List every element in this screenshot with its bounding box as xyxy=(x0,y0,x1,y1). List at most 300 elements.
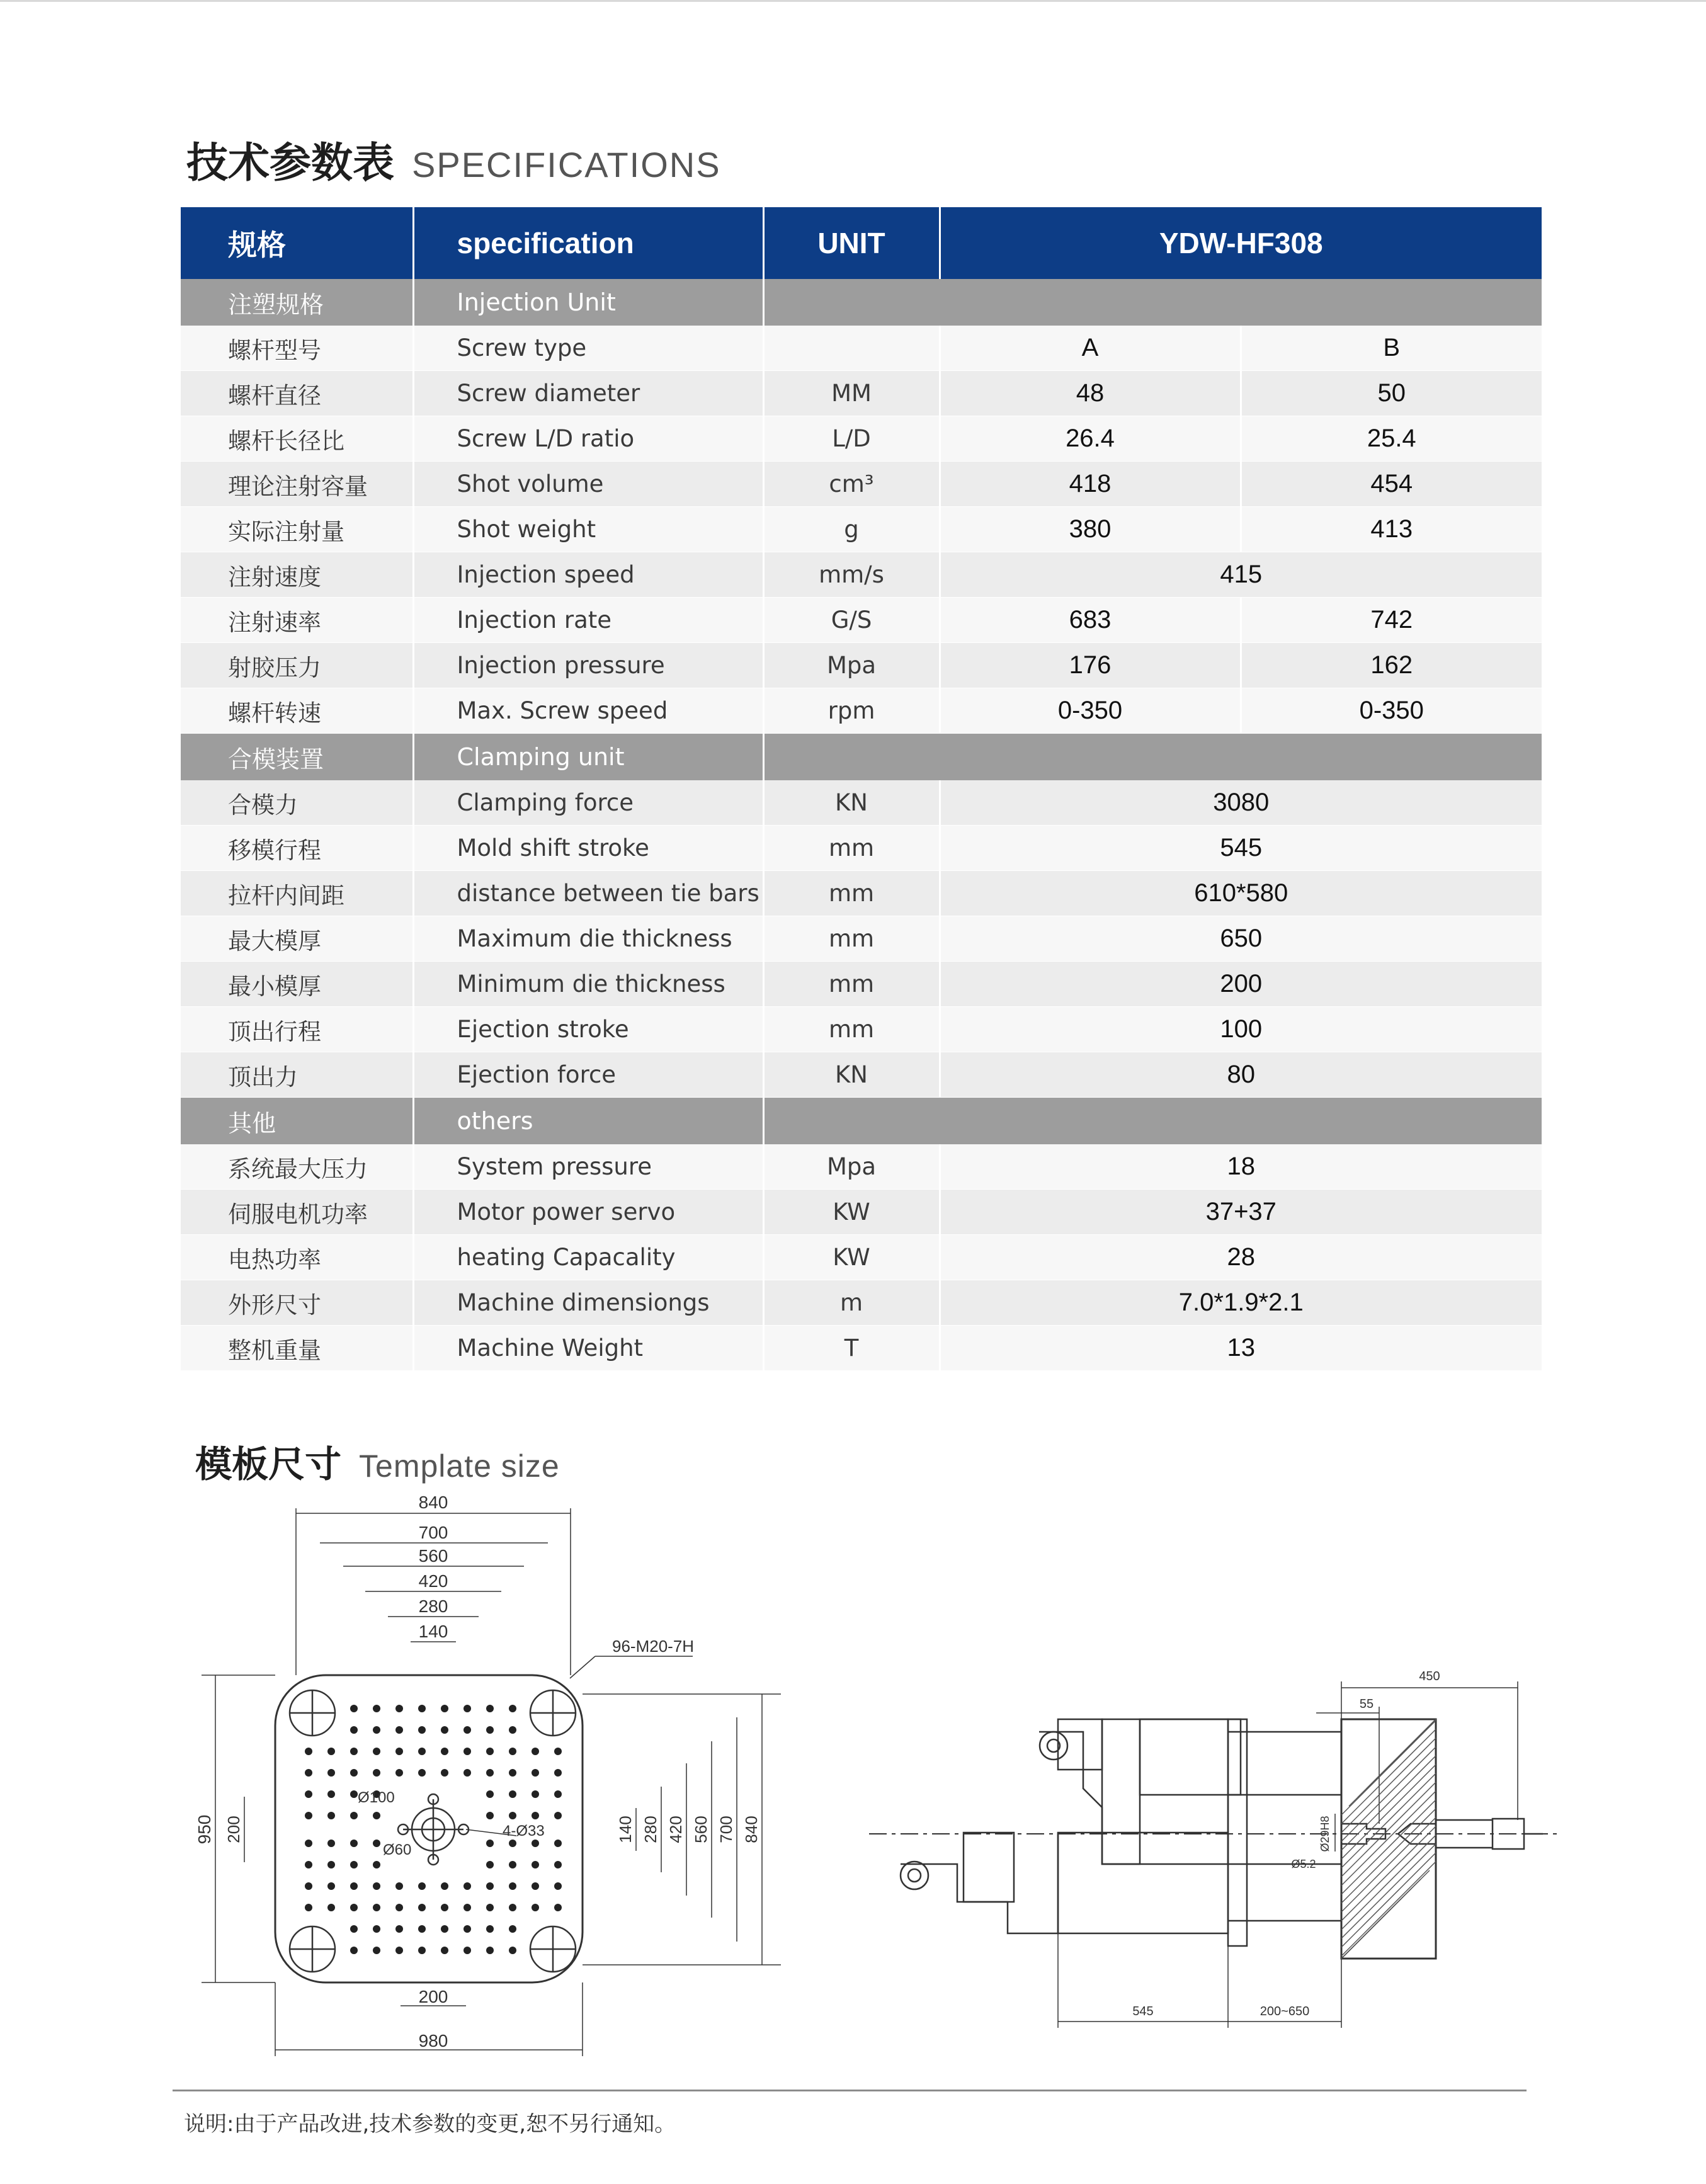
row-label-cn: 实际注射量 xyxy=(181,507,413,552)
table-row xyxy=(181,416,1542,462)
bolt-hole xyxy=(373,1769,380,1777)
dim-right-0: 140 xyxy=(616,1816,635,1843)
row-unit: mm xyxy=(763,962,940,1007)
group-title-en: others xyxy=(413,1098,763,1145)
table-row xyxy=(181,1052,1542,1098)
side-dim-450: 450 xyxy=(1419,1669,1440,1683)
row-label-en: Minimum die thickness xyxy=(413,962,763,1007)
bolt-hole xyxy=(554,1790,562,1798)
bolt-hole xyxy=(554,1769,562,1777)
row-value-a: 176 xyxy=(940,643,1241,688)
table-row xyxy=(181,826,1542,871)
bolt-hole xyxy=(418,1769,426,1777)
row-label-en: Maximum die thickness xyxy=(413,916,763,962)
bolt-hole xyxy=(327,1882,335,1890)
callout-d60: Ø60 xyxy=(383,1841,412,1858)
row-label-en: System pressure xyxy=(413,1144,763,1190)
row-label-cn: 拉杆内间距 xyxy=(181,871,413,916)
table-row xyxy=(181,871,1542,916)
header-model: YDW-HF308 xyxy=(940,207,1542,279)
group-title-en: Clamping unit xyxy=(413,734,763,781)
bolt-hole xyxy=(463,1726,471,1734)
machine-side-drawing xyxy=(863,1650,1568,2053)
bolt-hole xyxy=(532,1769,539,1777)
platen-dimension-labels xyxy=(195,1496,761,2050)
row-unit: Mpa xyxy=(763,643,940,688)
bolt-hole xyxy=(532,1790,539,1798)
footnote: 说明:由于产品改进,技术参数的变更,恕不另行通知。 xyxy=(184,2112,676,2137)
group-title-cn: 注塑规格 xyxy=(181,279,413,326)
bolt-hole xyxy=(554,1812,562,1819)
bolt-hole xyxy=(509,1925,516,1933)
row-label-en: Injection speed xyxy=(413,552,763,598)
side-dim-545: 545 xyxy=(1132,2005,1154,2018)
bolt-hole xyxy=(395,1947,403,1954)
hatch-line xyxy=(1341,1835,1436,1930)
bolt-hole xyxy=(350,1925,358,1933)
table-row xyxy=(181,688,1542,734)
table-row xyxy=(181,1280,1542,1326)
dim-right-1: 280 xyxy=(641,1816,660,1843)
dim-top-5: 140 xyxy=(418,1622,448,1641)
bolt-hole xyxy=(395,1726,403,1734)
row-value: 650 xyxy=(940,916,1542,962)
bolt-hole xyxy=(441,1726,448,1734)
bolt-hole xyxy=(373,1812,380,1819)
side-dim-55: 55 xyxy=(1359,1697,1374,1711)
bolt-hole xyxy=(509,1790,516,1798)
bolt-hole xyxy=(350,1790,358,1798)
bolt-hole xyxy=(532,1882,539,1890)
bolt-hole xyxy=(463,1882,471,1890)
bolt-hole xyxy=(463,1947,471,1954)
bolt-hole xyxy=(486,1705,494,1712)
row-label-en: Machine dimensiongs xyxy=(413,1280,763,1326)
row-unit: m xyxy=(763,1280,940,1326)
bolt-hole xyxy=(418,1947,426,1954)
row-label-en: Injection rate xyxy=(413,598,763,643)
row-label-cn: 系统最大压力 xyxy=(181,1144,413,1190)
hatch-line xyxy=(1341,1791,1436,1885)
table-row xyxy=(181,780,1542,826)
row-unit: mm xyxy=(763,871,940,916)
footer-divider xyxy=(173,2090,1527,2091)
bolt-hole xyxy=(418,1726,426,1734)
row-label-cn: 外形尺寸 xyxy=(181,1280,413,1326)
table-row xyxy=(181,326,1542,371)
table-body xyxy=(181,279,1542,1371)
bolt-hole xyxy=(509,1904,516,1911)
bolt-hole xyxy=(373,1947,380,1954)
row-label-cn: 最大模厚 xyxy=(181,916,413,962)
specifications-title xyxy=(186,129,721,189)
row-label-cn: 电热功率 xyxy=(181,1235,413,1280)
bolt-hole xyxy=(509,1947,516,1954)
bolt-hole xyxy=(486,1812,494,1819)
hatch-line xyxy=(1341,1870,1430,1959)
row-label-cn: 顶出力 xyxy=(181,1052,413,1098)
specifications-table xyxy=(181,207,1542,1371)
bolt-hole xyxy=(327,1769,335,1777)
bolt-hole xyxy=(373,1904,380,1911)
bolt-hole xyxy=(350,1882,358,1890)
row-value-a: 26.4 xyxy=(940,416,1241,462)
row-label-en: Motor power servo xyxy=(413,1190,763,1235)
bolt-hole xyxy=(441,1705,448,1712)
row-unit: cm³ xyxy=(763,462,940,507)
bolt-hole xyxy=(441,1882,448,1890)
bolt-hole xyxy=(441,1748,448,1755)
bolt-hole xyxy=(532,1904,539,1911)
bolt-hole xyxy=(532,1748,539,1755)
bolt-hole xyxy=(305,1790,312,1798)
hatch-line xyxy=(1341,1817,1436,1912)
row-label-cn: 螺杆长径比 xyxy=(181,416,413,462)
bolt-hole xyxy=(509,1812,516,1819)
bolt-hole xyxy=(441,1947,448,1954)
row-value: 100 xyxy=(940,1007,1542,1052)
row-value: 545 xyxy=(940,826,1542,871)
bolt-hole xyxy=(305,1904,312,1911)
table-row xyxy=(181,1235,1542,1280)
bolt-hole xyxy=(509,1861,516,1868)
row-value-a: 380 xyxy=(940,507,1241,552)
table-row xyxy=(181,962,1542,1007)
row-label-en: heating Capacality xyxy=(413,1235,763,1280)
row-label-cn: 伺服电机功率 xyxy=(181,1190,413,1235)
side-view-labels xyxy=(1132,1669,1440,2018)
bolt-hole xyxy=(509,1840,516,1847)
bolt-hole xyxy=(509,1882,516,1890)
row-unit: mm xyxy=(763,826,940,871)
bolt-hole xyxy=(305,1861,312,1868)
row-value-b: 742 xyxy=(1241,598,1542,643)
row-label-en: Screw L/D ratio xyxy=(413,416,763,462)
row-value-b: 25.4 xyxy=(1241,416,1542,462)
dim-top-0: 840 xyxy=(418,1496,448,1512)
bolt-hole xyxy=(350,1947,358,1954)
hatch-line xyxy=(1341,1853,1436,1947)
dim-top-4: 280 xyxy=(418,1596,448,1616)
row-unit: mm/s xyxy=(763,552,940,598)
hatch-line xyxy=(1341,1862,1436,1956)
row-label-cn: 理论注射容量 xyxy=(181,462,413,507)
bolt-hole xyxy=(554,1840,562,1847)
row-value: 37+37 xyxy=(940,1190,1542,1235)
row-unit: KW xyxy=(763,1235,940,1280)
group-header-row xyxy=(181,279,1542,326)
bolt-hole xyxy=(509,1705,516,1712)
bolt-hole xyxy=(486,1769,494,1777)
bolt-hole xyxy=(532,1861,539,1868)
hatch-line xyxy=(1341,1773,1436,1868)
side-dim-d29h8: Ø29H8 xyxy=(1319,1816,1331,1852)
dim-bottom-1: 980 xyxy=(418,2031,448,2050)
bolt-hole xyxy=(554,1861,562,1868)
bolt-hole xyxy=(532,1840,539,1847)
hatch-line xyxy=(1428,1719,1436,1727)
row-unit: KN xyxy=(763,1052,940,1098)
bolt-hole xyxy=(350,1726,358,1734)
table-row xyxy=(181,1144,1542,1190)
group-title-cn: 合模装置 xyxy=(181,734,413,781)
dim-right-5: 840 xyxy=(742,1816,761,1843)
row-unit: L/D xyxy=(763,416,940,462)
table-row xyxy=(181,462,1542,507)
row-value: 610*580 xyxy=(940,871,1542,916)
bolt-hole xyxy=(509,1726,516,1734)
row-value-b: B xyxy=(1241,326,1542,371)
side-dim-d5-2: Ø5.2 xyxy=(1291,1858,1316,1870)
hatch-line xyxy=(1341,1747,1436,1841)
dim-right-2: 420 xyxy=(666,1816,685,1843)
bolt-hole xyxy=(395,1705,403,1712)
dim-top-2: 560 xyxy=(418,1546,448,1566)
row-label-en: Mold shift stroke xyxy=(413,826,763,871)
bolt-hole xyxy=(395,1748,403,1755)
table-row xyxy=(181,1007,1542,1052)
top-divider xyxy=(0,0,1706,2)
row-label-cn: 射胶压力 xyxy=(181,643,413,688)
bolt-hole xyxy=(350,1812,358,1819)
hatch-line xyxy=(1341,1826,1436,1921)
bolt-hole xyxy=(373,1748,380,1755)
bolt-hole xyxy=(327,1861,335,1868)
bolt-hole xyxy=(418,1705,426,1712)
row-unit xyxy=(763,326,940,371)
row-value: 13 xyxy=(940,1326,1542,1371)
bolt-hole xyxy=(418,1748,426,1755)
bolt-hole xyxy=(554,1748,562,1755)
bolt-hole xyxy=(305,1769,312,1777)
row-value: 3080 xyxy=(940,780,1542,826)
bolt-hole xyxy=(305,1882,312,1890)
row-unit: rpm xyxy=(763,688,940,734)
row-label-cn: 螺杆直径 xyxy=(181,371,413,416)
row-value-a: 48 xyxy=(940,371,1241,416)
hatch-line xyxy=(1341,1800,1436,1894)
row-unit: KN xyxy=(763,780,940,826)
row-unit: mm xyxy=(763,916,940,962)
row-value: 200 xyxy=(940,962,1542,1007)
row-label-en: Max. Screw speed xyxy=(413,688,763,734)
dim-left-1: 200 xyxy=(224,1816,243,1843)
group-title-cn: 其他 xyxy=(181,1098,413,1145)
bolt-hole xyxy=(373,1925,380,1933)
row-label-cn: 螺杆型号 xyxy=(181,326,413,371)
row-label-en: Ejection stroke xyxy=(413,1007,763,1052)
hatch-line xyxy=(1341,1756,1436,1850)
row-value-b: 162 xyxy=(1241,643,1542,688)
hatch-line xyxy=(1341,1782,1436,1877)
table-row xyxy=(181,371,1542,416)
row-label-en: Shot weight xyxy=(413,507,763,552)
bolt-hole xyxy=(327,1790,335,1798)
row-value-a: 418 xyxy=(940,462,1241,507)
hatch-line xyxy=(1341,1729,1436,1824)
bolt-hole xyxy=(350,1840,358,1847)
bolt-hole xyxy=(554,1904,562,1911)
bolt-hole xyxy=(305,1748,312,1755)
row-value-a: 0-350 xyxy=(940,688,1241,734)
row-value: 18 xyxy=(940,1144,1542,1190)
bolt-hole xyxy=(350,1705,358,1712)
bolt-hole xyxy=(350,1861,358,1868)
template-size-title xyxy=(195,1435,560,1487)
row-unit: Mpa xyxy=(763,1144,940,1190)
template-size-title-en: Template size xyxy=(359,1448,560,1484)
row-label-en: Injection pressure xyxy=(413,643,763,688)
bolt-hole xyxy=(486,1947,494,1954)
group-header-row xyxy=(181,734,1542,781)
bolt-hole xyxy=(486,1726,494,1734)
row-value-a: 683 xyxy=(940,598,1241,643)
bolt-hole xyxy=(509,1748,516,1755)
table-row xyxy=(181,1326,1542,1371)
bolt-hole xyxy=(305,1812,312,1819)
group-blank xyxy=(763,279,1542,326)
hatch-line xyxy=(1341,1809,1436,1903)
table-row xyxy=(181,916,1542,962)
hatch-line xyxy=(1341,1765,1436,1859)
row-label-en: Machine Weight xyxy=(413,1326,763,1371)
hatch-line xyxy=(1341,1844,1436,1938)
row-unit: KW xyxy=(763,1190,940,1235)
specifications-title-cn: 技术参数表 xyxy=(186,139,394,187)
row-label-cn: 注射速率 xyxy=(181,598,413,643)
table-row xyxy=(181,598,1542,643)
row-label-cn: 螺杆转速 xyxy=(181,688,413,734)
callout-4-d33: 4-Ø33 xyxy=(503,1823,545,1840)
group-header-row xyxy=(181,1098,1542,1145)
row-label-cn: 移模行程 xyxy=(181,826,413,871)
row-label-en: Ejection force xyxy=(413,1052,763,1098)
bolt-hole xyxy=(418,1882,426,1890)
bolt-hole xyxy=(373,1705,380,1712)
bolt-hole xyxy=(532,1812,539,1819)
row-value: 415 xyxy=(940,552,1542,598)
bolt-hole xyxy=(418,1904,426,1911)
bolt-hole xyxy=(373,1726,380,1734)
bolt-hole xyxy=(373,1840,380,1847)
table-row xyxy=(181,552,1542,598)
bolt-hole xyxy=(486,1925,494,1933)
template-size-title-cn: 模板尺寸 xyxy=(195,1443,342,1486)
row-unit: g xyxy=(763,507,940,552)
row-value-b: 50 xyxy=(1241,371,1542,416)
hatch-line xyxy=(1341,1738,1436,1833)
table-header-row xyxy=(181,207,1542,279)
bolt-hole xyxy=(395,1925,403,1933)
group-title-en: Injection Unit xyxy=(413,279,763,326)
row-label-cn: 最小模厚 xyxy=(181,962,413,1007)
bolt-hole xyxy=(463,1769,471,1777)
table-row xyxy=(181,643,1542,688)
group-blank xyxy=(763,734,1542,781)
header-spec-cn: 规格 xyxy=(181,207,413,279)
table-row xyxy=(181,507,1542,552)
table-row xyxy=(181,1190,1542,1235)
bolt-hole xyxy=(373,1882,380,1890)
bolt-hole xyxy=(373,1861,380,1868)
dim-left-0: 950 xyxy=(195,1814,214,1845)
row-value-b: 0-350 xyxy=(1241,688,1542,734)
row-label-en: Screw type xyxy=(413,326,763,371)
row-value: 28 xyxy=(940,1235,1542,1280)
row-label-en: distance between tie bars xyxy=(413,871,763,916)
bolt-hole xyxy=(486,1861,494,1868)
row-label-cn: 整机重量 xyxy=(181,1326,413,1371)
callout-d100: Ø100 xyxy=(358,1789,395,1806)
group-blank xyxy=(763,1098,1542,1145)
row-label-cn: 合模力 xyxy=(181,780,413,826)
hatch-line xyxy=(1341,1720,1436,1815)
bolt-hole xyxy=(327,1840,335,1847)
bolt-hole xyxy=(463,1904,471,1911)
row-value: 80 xyxy=(940,1052,1542,1098)
bolt-hole xyxy=(350,1748,358,1755)
bolt-hole xyxy=(395,1904,403,1911)
row-label-cn: 顶出行程 xyxy=(181,1007,413,1052)
bolt-hole xyxy=(441,1925,448,1933)
row-value-b: 454 xyxy=(1241,462,1542,507)
row-label-en: Shot volume xyxy=(413,462,763,507)
row-value-a: A xyxy=(940,326,1241,371)
bolt-hole xyxy=(554,1882,562,1890)
dim-bottom-0: 200 xyxy=(418,1987,448,2006)
bolt-hole xyxy=(463,1925,471,1933)
header-spec-en: specification xyxy=(413,207,763,279)
bolt-hole xyxy=(509,1769,516,1777)
bolt-hole xyxy=(305,1840,312,1847)
row-unit: T xyxy=(763,1326,940,1371)
bolt-hole xyxy=(327,1748,335,1755)
bolt-hole xyxy=(418,1925,426,1933)
bolt-hole xyxy=(395,1882,403,1890)
row-unit: MM xyxy=(763,371,940,416)
row-label-en: Screw diameter xyxy=(413,371,763,416)
dim-top-3: 420 xyxy=(418,1571,448,1591)
dim-top-1: 700 xyxy=(418,1523,448,1542)
row-unit: mm xyxy=(763,1007,940,1052)
bolt-hole xyxy=(486,1840,494,1847)
dim-right-3: 560 xyxy=(691,1816,710,1843)
row-unit: G/S xyxy=(763,598,940,643)
row-value: 7.0*1.9*2.1 xyxy=(940,1280,1542,1326)
row-value-b: 413 xyxy=(1241,507,1542,552)
bolt-hole xyxy=(350,1769,358,1777)
bolt-hole xyxy=(486,1790,494,1798)
bolt-hole xyxy=(463,1748,471,1755)
bolt-hole xyxy=(327,1904,335,1911)
bolt-hole xyxy=(463,1705,471,1712)
specifications-title-en: SPECIFICATIONS xyxy=(412,145,721,185)
header-unit: UNIT xyxy=(763,207,940,279)
side-dim-200-650: 200~650 xyxy=(1260,2005,1310,2018)
platen-front-drawing xyxy=(189,1496,793,2062)
row-label-cn: 注射速度 xyxy=(181,552,413,598)
row-label-en: Clamping force xyxy=(413,780,763,826)
bolt-hole xyxy=(350,1904,358,1911)
bolt-hole xyxy=(486,1882,494,1890)
dim-right-4: 700 xyxy=(717,1816,736,1843)
callout-thread: 96-M20-7H xyxy=(612,1637,695,1656)
bolt-hole xyxy=(395,1769,403,1777)
bolt-hole xyxy=(327,1812,335,1819)
bolt-hole xyxy=(486,1748,494,1755)
bolt-hole xyxy=(486,1904,494,1911)
bolt-hole xyxy=(441,1769,448,1777)
